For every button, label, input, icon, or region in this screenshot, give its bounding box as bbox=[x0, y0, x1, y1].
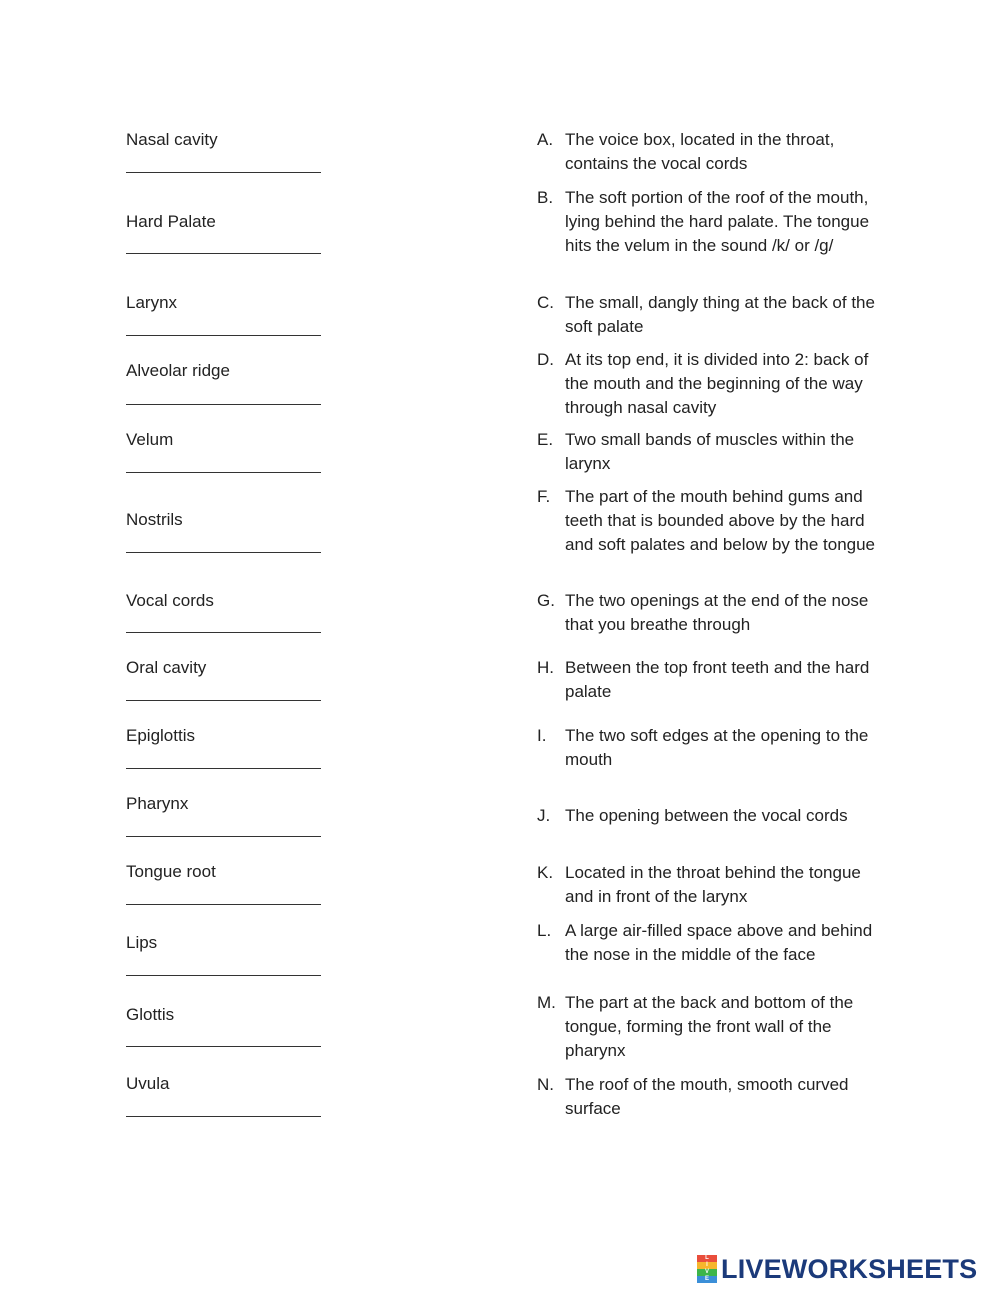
definition-text: The roof of the mouth, smooth curved surface bbox=[565, 1075, 849, 1118]
definition-letter: K. bbox=[537, 863, 554, 882]
definition-text: The two openings at the end of the nose that you breathe through bbox=[565, 591, 869, 634]
definition-i bbox=[537, 724, 882, 772]
answer-blank[interactable] bbox=[126, 404, 321, 405]
term-glottis: Glottis bbox=[126, 1005, 175, 1024]
term-tongue-root: Tongue root bbox=[126, 862, 216, 881]
badge-letter: I bbox=[697, 1262, 717, 1269]
definition-text: The part of the mouth behind gums and teeth that is bounded above by the hard and soft palates and below by the tongue bbox=[565, 487, 876, 554]
definition-text: Between the top front teeth and the hard palate bbox=[565, 658, 870, 701]
term-epiglottis: Epiglottis bbox=[126, 726, 195, 745]
answer-blank[interactable] bbox=[126, 836, 321, 837]
badge-letter: E bbox=[697, 1276, 717, 1283]
definition-f bbox=[537, 485, 882, 557]
term-nasal-cavity: Nasal cavity bbox=[126, 130, 218, 149]
definition-k bbox=[537, 861, 882, 909]
definition-text: A large air-filled space above and behind the nose in the middle of the face bbox=[565, 921, 873, 964]
definition-text: Two small bands of muscles within the larynx bbox=[565, 430, 855, 473]
logo-wordmark: LIVEWORKSHEETS bbox=[721, 1253, 978, 1284]
answer-blank[interactable] bbox=[126, 1116, 321, 1117]
definition-text: At its top end, it is divided into 2: back of the mouth and the beginning of the way through nasal cavity bbox=[565, 350, 869, 417]
badge-letter: L bbox=[697, 1255, 717, 1262]
term-velum: Velum bbox=[126, 430, 174, 449]
answer-blank[interactable] bbox=[126, 335, 321, 336]
definition-n bbox=[537, 1073, 882, 1121]
definition-h bbox=[537, 656, 882, 704]
definition-letter: M. bbox=[537, 993, 556, 1012]
definition-a bbox=[537, 128, 882, 176]
definition-text: The small, dangly thing at the back of the soft palate bbox=[565, 293, 875, 336]
definition-letter: E. bbox=[537, 430, 554, 449]
definition-text: The opening between the vocal cords bbox=[565, 806, 848, 825]
definition-letter: B. bbox=[537, 188, 554, 207]
definition-letter: H. bbox=[537, 658, 554, 677]
definition-letter: I. bbox=[537, 726, 547, 745]
term-uvula: Uvula bbox=[126, 1074, 170, 1093]
term-vocal-cords: Vocal cords bbox=[126, 591, 214, 610]
answer-blank[interactable] bbox=[126, 700, 321, 701]
definition-l bbox=[537, 919, 882, 967]
term-larynx: Larynx bbox=[126, 293, 178, 312]
term-lips: Lips bbox=[126, 933, 158, 952]
term-alveolar-ridge: Alveolar ridge bbox=[126, 361, 230, 380]
definition-letter: G. bbox=[537, 591, 555, 610]
definition-letter: A. bbox=[537, 130, 554, 149]
definition-c bbox=[537, 291, 882, 339]
definition-letter: D. bbox=[537, 350, 554, 369]
definition-text: The soft portion of the roof of the mouth, lying behind the hard palate. The tongue hits the velum in the sound /k/ or /g/ bbox=[565, 188, 870, 255]
answer-blank[interactable] bbox=[126, 1046, 321, 1047]
term-hard-palate: Hard Palate bbox=[126, 212, 216, 231]
liveworksheets-logo bbox=[697, 1254, 977, 1284]
definition-d bbox=[537, 348, 882, 420]
answer-blank[interactable] bbox=[126, 472, 321, 473]
definition-g bbox=[537, 589, 882, 637]
definition-letter: J. bbox=[537, 806, 551, 825]
definition-m bbox=[537, 991, 882, 1063]
answer-blank[interactable] bbox=[126, 552, 321, 553]
definition-text: Located in the throat behind the tongue and in front of the larynx bbox=[565, 863, 861, 906]
definition-letter: F. bbox=[537, 487, 551, 506]
answer-blank[interactable] bbox=[126, 904, 321, 905]
definition-text: The two soft edges at the opening to the mouth bbox=[565, 726, 869, 769]
term-oral-cavity: Oral cavity bbox=[126, 658, 207, 677]
badge-letter: V bbox=[697, 1269, 717, 1276]
answer-blank[interactable] bbox=[126, 975, 321, 976]
definition-b bbox=[537, 186, 882, 258]
term-pharynx: Pharynx bbox=[126, 794, 189, 813]
answer-blank[interactable] bbox=[126, 632, 321, 633]
definition-letter: N. bbox=[537, 1075, 554, 1094]
answer-blank[interactable] bbox=[126, 768, 321, 769]
answer-blank[interactable] bbox=[126, 253, 321, 254]
definition-text: The voice box, located in the throat, contains the vocal cords bbox=[565, 130, 835, 173]
definition-letter: L. bbox=[537, 921, 552, 940]
term-nostrils: Nostrils bbox=[126, 510, 183, 529]
definition-j bbox=[537, 804, 882, 828]
definition-letter: C. bbox=[537, 293, 554, 312]
answer-blank[interactable] bbox=[126, 172, 321, 173]
live-badge-icon bbox=[697, 1255, 717, 1283]
definition-text: The part at the back and bottom of the tongue, forming the front wall of the pharynx bbox=[565, 993, 854, 1060]
definition-e bbox=[537, 428, 882, 476]
